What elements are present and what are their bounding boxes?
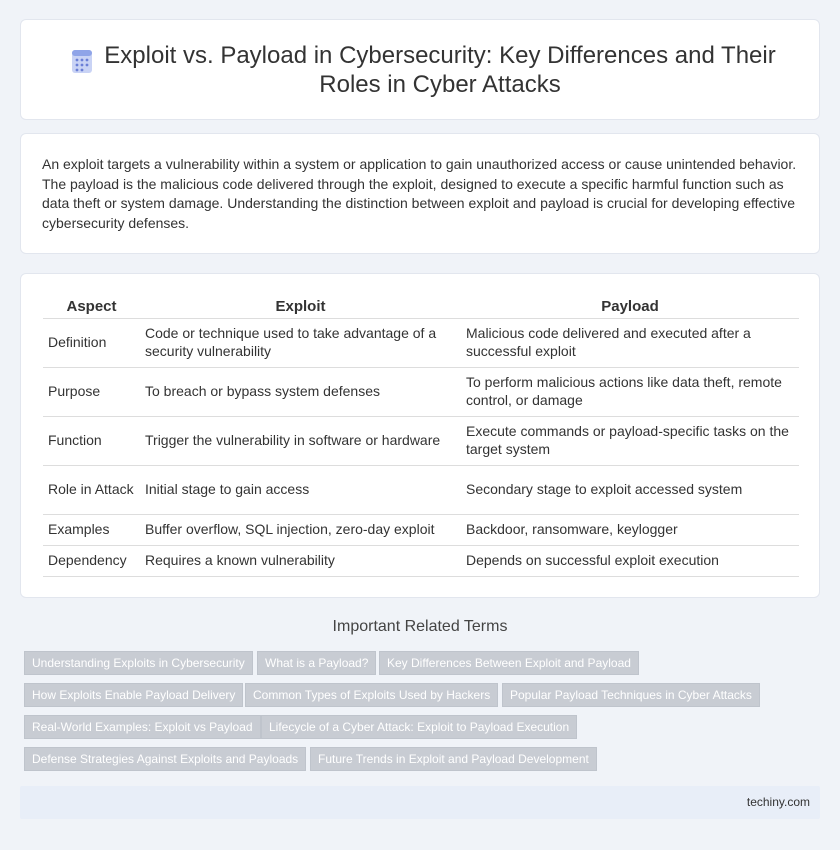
footer-site[interactable]: techiny.com	[746, 795, 810, 809]
cell-payload: Execute commands or payload-specific tasks on the target system	[461, 416, 799, 465]
cell-exploit: Buffer overflow, SQL injection, zero-day exploit	[140, 514, 461, 545]
cell-aspect: Dependency	[43, 545, 140, 576]
related-tag[interactable]: What is a Payload?	[257, 651, 376, 675]
cell-exploit: Requires a known vulnerability	[140, 545, 461, 576]
table-header-row	[43, 296, 799, 318]
cell-exploit: Code or technique used to take advantage of a security vulnerability	[140, 318, 461, 367]
related-tag[interactable]: Lifecycle of a Cyber Attack: Exploit to Payload Execution	[261, 715, 577, 739]
footer	[20, 786, 820, 819]
cell-payload: To perform malicious actions like data theft, remote control, or damage	[461, 367, 799, 416]
header-aspect: Aspect	[43, 296, 140, 318]
cell-payload: Backdoor, ransomware, keylogger	[461, 514, 799, 545]
intro-paragraph: An exploit targets a vulnerability within a system or application to gain unauthorized access or cause unintended behavior. The payload is the malicious code delivered through the exploit, designed to execute a specific harmful function such as data theft or system damage. Understanding the distinction between exploit and payload is crucial for developing effective cybersecurity defenses.	[42, 156, 797, 231]
cell-payload: Depends on successful exploit execution	[461, 545, 799, 576]
table-row	[43, 545, 799, 576]
related-tag[interactable]: Popular Payload Techniques in Cyber Attacks	[502, 683, 760, 707]
cell-aspect: Examples	[43, 514, 140, 545]
related-tag[interactable]: Common Types of Exploits Used by Hackers	[245, 683, 498, 707]
page-title: Exploit vs. Payload in Cybersecurity: Key Differences and Their Roles in Cyber Attacks	[104, 41, 776, 98]
related-tag[interactable]: Key Differences Between Exploit and Payload	[379, 651, 639, 675]
related-tag[interactable]: Understanding Exploits in Cybersecurity	[24, 651, 253, 675]
related-terms-title: Important Related Terms	[332, 618, 508, 635]
related-tag[interactable]: Defense Strategies Against Exploits and Payloads	[24, 747, 306, 771]
table-row	[43, 367, 799, 416]
cell-exploit: Trigger the vulnerability in software or hardware	[140, 416, 461, 465]
table-row	[43, 416, 799, 465]
cell-aspect: Role in Attack	[43, 465, 140, 514]
comparison-table	[43, 296, 799, 577]
comparison-table-card	[20, 273, 820, 598]
cell-aspect: Definition	[43, 318, 140, 367]
cell-payload: Secondary stage to exploit accessed system	[461, 465, 799, 514]
header-exploit: Exploit	[140, 296, 461, 318]
table-row	[43, 514, 799, 545]
cell-aspect: Purpose	[43, 367, 140, 416]
header-payload: Payload	[461, 296, 799, 318]
cell-exploit: Initial stage to gain access	[140, 465, 461, 514]
related-tag[interactable]: Real-World Examples: Exploit vs Payload	[24, 715, 261, 739]
cell-aspect: Function	[43, 416, 140, 465]
related-tag[interactable]: How Exploits Enable Payload Delivery	[24, 683, 243, 707]
table-row	[43, 318, 799, 367]
header-card	[20, 19, 820, 120]
table-row	[43, 465, 799, 514]
related-tag[interactable]: Future Trends in Exploit and Payload Development	[310, 747, 597, 771]
cell-exploit: To breach or bypass system defenses	[140, 367, 461, 416]
intro-card	[20, 133, 820, 254]
cell-payload: Malicious code delivered and executed after a successful exploit	[461, 318, 799, 367]
